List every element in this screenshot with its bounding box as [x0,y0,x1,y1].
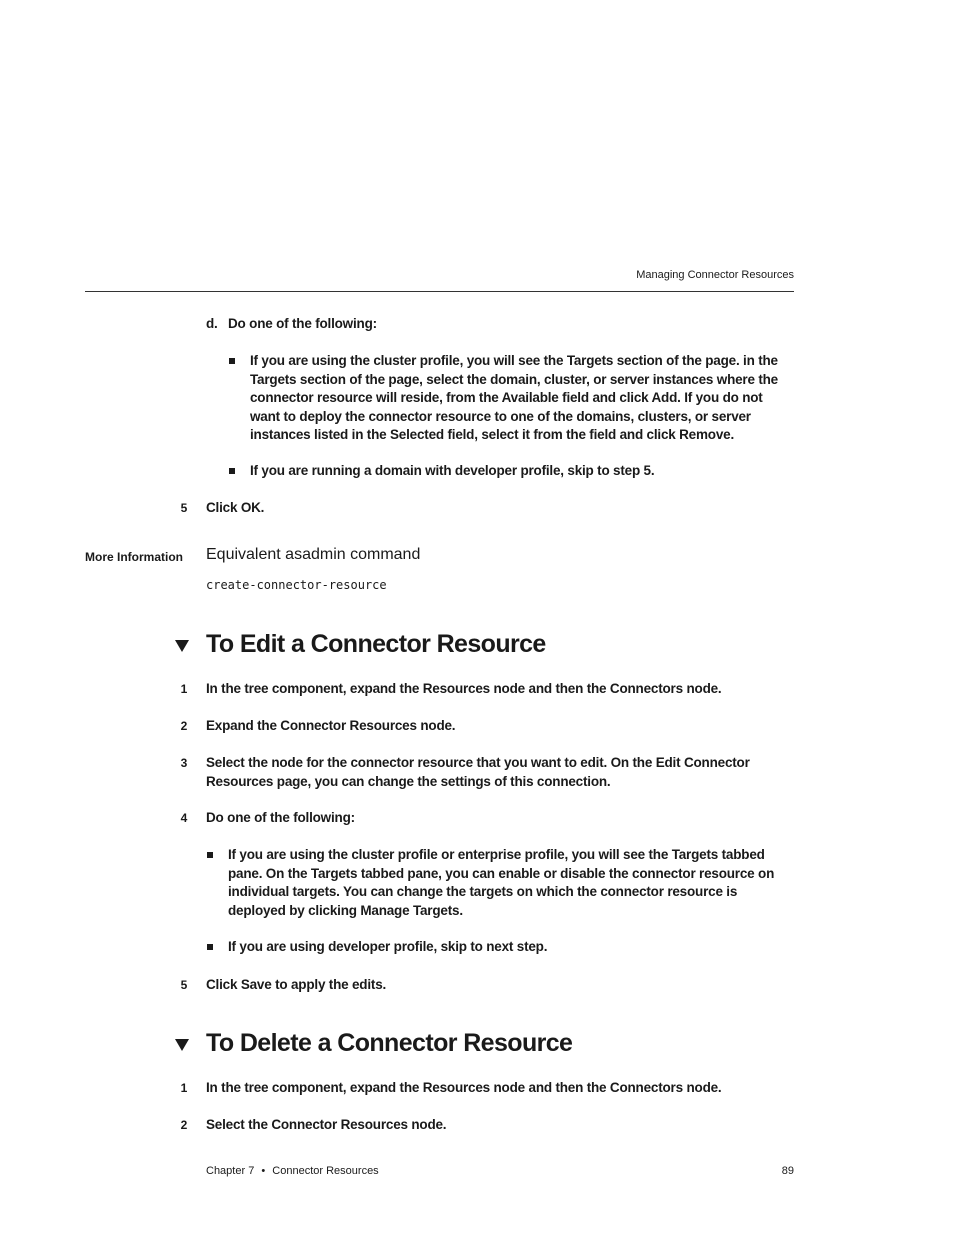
step-text: Do one of the following: [206,810,355,825]
step-number: 5 [180,978,188,992]
bullet-icon [229,468,235,474]
footer-chapter [206,1165,379,1177]
step-number: 4 [180,811,188,825]
step-text: In the tree component, expand the Resources node and then the Connectors node. [206,1080,722,1095]
step-number: 5 [180,501,188,515]
bullet-icon [207,852,213,858]
footer-chapter-number: Chapter 7 [206,1165,255,1177]
triangle-down-icon [175,1039,189,1051]
bullet-developer-profile: If you are using developer profile, skip to next step. [228,939,548,954]
step-text: Select the Connector Resources node. [206,1117,447,1132]
substep-d-text: Do one of the following: [228,316,377,331]
step-number: 1 [180,1081,188,1095]
running-header: Managing Connector Resources [636,269,794,281]
section-heading-delete: To Delete a Connector Resource [206,1029,573,1057]
triangle-down-icon [175,640,189,652]
section-heading-edit: To Edit a Connector Resource [206,630,546,658]
step-text: Select the node for the connector resource that you want to edit. On the Edit Connector Resources page, you can change the settings of this connection. [206,755,750,789]
bullet-targets-pane: If you are using the cluster profile or enterprise profile, you will see the Targets tabbed pane. On the Targets tabbed pane, you can enable or disable the connector resource on individual targets. You can change the targets on which the connector resource is deployed by clicking Manage Targets. [228,847,775,918]
step-number: 3 [180,756,188,770]
step-number: 1 [180,682,188,696]
step-number: 2 [180,719,188,733]
footer-separator: • [261,1165,266,1177]
step-text: Click Save to apply the edits. [206,977,387,992]
bullet-icon [207,944,213,950]
bullet-icon [229,358,235,364]
footer-chapter-title: Connector Resources [272,1165,379,1177]
header-rule [85,291,794,292]
substep-d-marker: d. [206,316,218,331]
asadmin-command: create-connector-resource [206,578,387,592]
step-text: Click OK. [206,500,265,515]
bullet-developer-profile: If you are running a domain with developer profile, skip to step 5. [250,463,655,478]
step-text: Expand the Connector Resources node. [206,718,456,733]
step-text: In the tree component, expand the Resources node and then the Connectors node. [206,681,722,696]
more-information-label: More Information [85,550,183,564]
step-number: 2 [180,1118,188,1132]
page-number: 89 [781,1165,794,1177]
more-information-title: Equivalent asadmin command [206,546,421,563]
bullet-cluster-profile: If you are using the cluster profile, you will see the Targets section of the page. in the Targets section of the page, select the domain, cluster, or server instances where the connector resource will reside, from the Available field and click Add. If you do not want to deploy the connector resource to one of the domains, clusters, or server instances listed in the Selected field, select it from the field and click Remove. [250,353,778,442]
